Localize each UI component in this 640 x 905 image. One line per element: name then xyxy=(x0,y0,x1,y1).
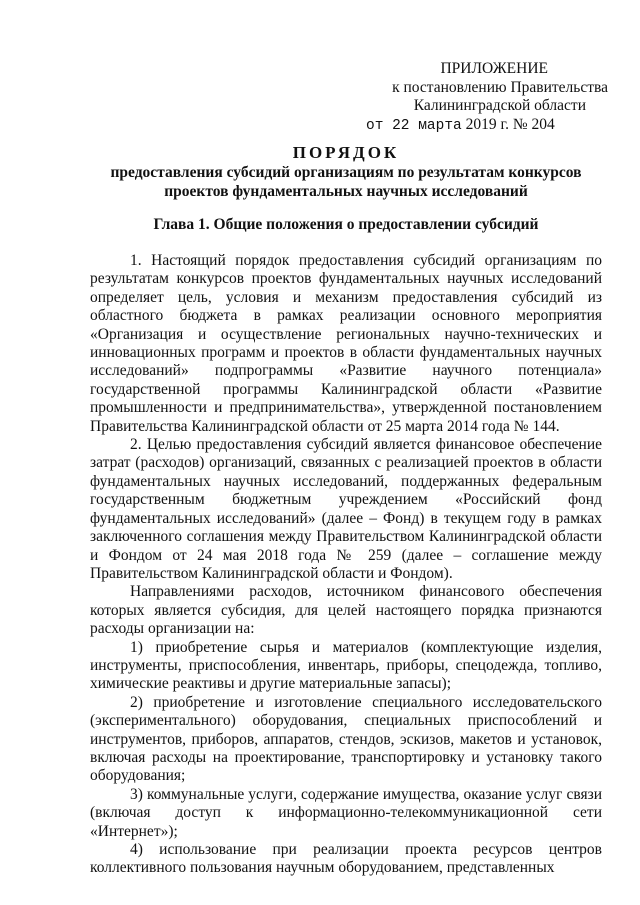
title-main: ПОРЯДОК xyxy=(292,143,400,162)
chapter-heading: Глава 1. Общие положения о предоставлении субсидий xyxy=(153,216,539,233)
paragraph-1: 1. Настоящий порядок предоставления субсидий организациям по результатам конкурсов проектов фундаментальных научных исследований определяет цель, условия и механизм предоставления субсидий из областного бюджета в рамках реализации основного мероприятия «Организация и осуществление региональных научно-технических и инновационных программ и проектов в области фундаментальных научных исследований» подпрограммы «Развитие научного потенциала» государственной программы Калининградской области «Развитие промышленности и предпринимательства», утвержденной постановлением Правительства Калининградской области от 25 марта 2014 года № 144. xyxy=(90,252,602,435)
appendix-date-prefix: от 22 марта xyxy=(366,117,462,134)
list-item-4: 4) использование при реализации проекта ресурсов центров коллективного пользования научным оборудованием, представленных xyxy=(90,841,602,877)
list-item-3: 3) коммунальные услуги, содержание имущества, оказание услуг связи (включая доступ к информационно-телекоммуникационной сети «Интернет»); xyxy=(90,785,602,840)
paragraph-3: Направлениями расходов, источником финансового обеспечения которых является субсидия, для целей настоящего порядка признаются расходы организации на: xyxy=(90,583,602,638)
document-title xyxy=(90,142,602,201)
title-line-2: проектов фундаментальных научных исследований xyxy=(164,182,528,200)
appendix-date-line xyxy=(366,116,608,136)
list-item-2: 2) приобретение и изготовление специального исследовательского (экспериментального) оборудования, специальных приспособлений и инструментов, приборов, аппаратов, стендов, эскизов, макетов и установок, включая расходы на проектирование, транспортировку и установку такого оборудования; xyxy=(90,693,602,785)
paragraph-2: 2. Целью предоставления субсидий является финансовое обеспечение затрат (расходов) организаций, связанных с реализацией проектов в области фундаментальных научных исследований, поддержанных федеральным государственным бюджетным учреждением «Российский фонд фундаментальных исследований» (далее – Фонд) в текущем году в рамках заключенного соглашения между Правительством Калининградской области и Фондом от 24 мая 2018 года № 259 (далее – соглашение между Правительством Калининградской области и Фондом). xyxy=(90,436,602,582)
appendix-title: ПРИЛОЖЕНИЕ xyxy=(440,60,548,77)
appendix-header xyxy=(358,60,608,135)
appendix-resolution-line: к постановлению Правительства xyxy=(392,78,608,96)
list-item-1: 1) приобретение сырья и материалов (комплектующие изделия, инструменты, приспособления, инвентарь, приборы, спецодежда, топливо, химические реактивы и другие материальные запасы); xyxy=(90,638,602,693)
appendix-region-line: Калининградской области xyxy=(413,97,586,114)
title-line-1: предоставления субсидий организациям по результатам конкурсов xyxy=(110,164,582,181)
appendix-date-number: 2019 г. № 204 xyxy=(465,115,555,133)
document-body xyxy=(90,252,602,878)
